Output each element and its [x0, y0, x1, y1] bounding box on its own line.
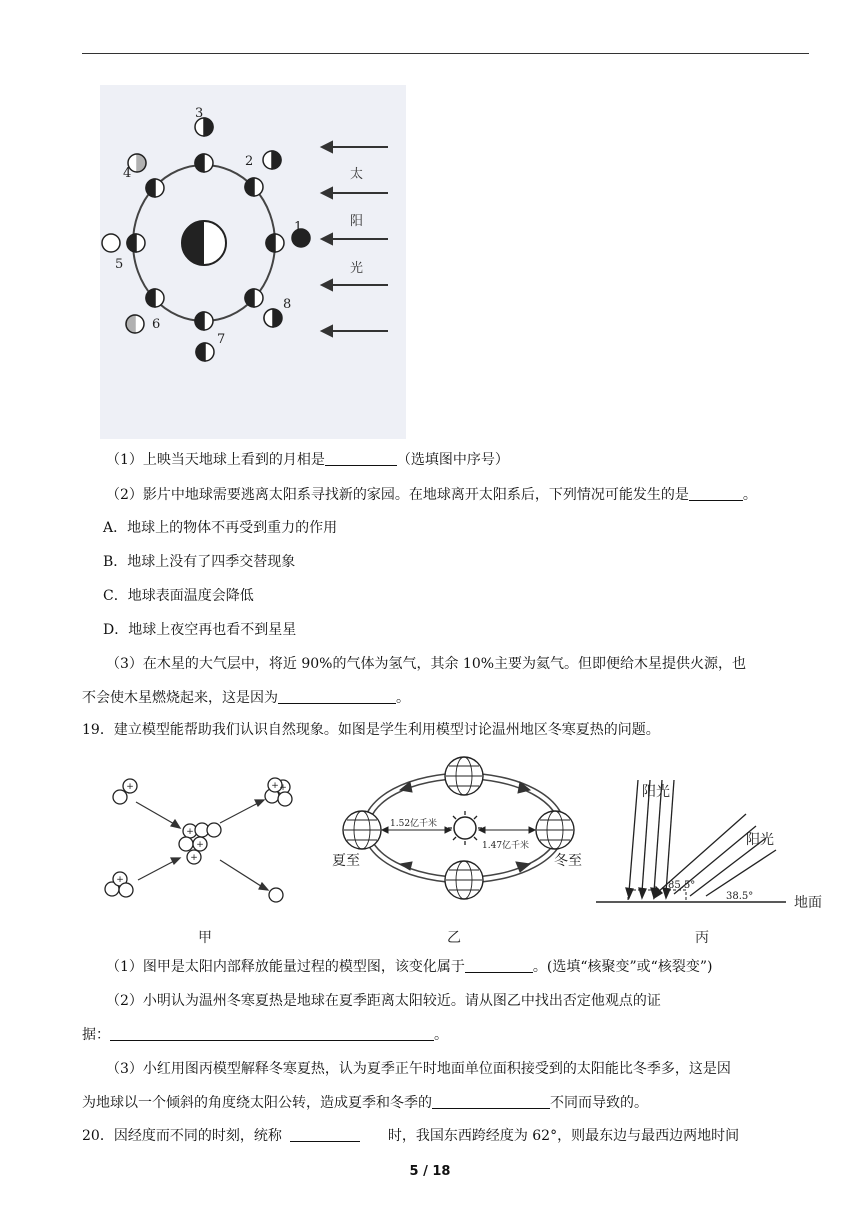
option-b: B．地球上没有了四季交替现象 — [103, 554, 296, 570]
answer-blank — [278, 688, 396, 704]
phase-number-7: 7 — [217, 332, 226, 347]
phase-number-8: 8 — [283, 297, 292, 312]
punct: 。 — [742, 487, 757, 503]
ground-label: 地面 — [794, 895, 822, 911]
winter-solstice-label: 冬至 — [554, 853, 582, 869]
answer-blank — [110, 1025, 434, 1041]
moon-on-orbit — [266, 234, 284, 252]
answer-blank — [465, 957, 533, 973]
q18-sub2 — [106, 485, 757, 505]
svg-text:+: + — [196, 840, 204, 850]
answer-blank — [290, 1126, 360, 1142]
q19-sub3-line2 — [82, 1093, 648, 1113]
sunlight-char-1: 太 — [350, 167, 364, 182]
header-rule — [82, 53, 809, 54]
figure-label-jia: 甲 — [198, 930, 212, 946]
phase-number-3: 3 — [195, 106, 204, 121]
angle-label-winter: 38.5° — [726, 891, 754, 902]
option-d: D．地球上夜空再也看不到星星 — [103, 622, 297, 638]
svg-text:+: + — [116, 875, 124, 885]
q19-sub1-hint: 。(选填“核聚变”或“核裂变”) — [532, 959, 713, 975]
sun-icon — [448, 811, 482, 845]
q19-sub3-end: 不同而导致的。 — [550, 1095, 648, 1111]
moon-phase-figure — [100, 85, 406, 439]
q18-sub3-text: 不会使木星燃烧起来，这是因为 — [82, 690, 278, 706]
angle-label-summer: 85.5° — [668, 880, 696, 891]
q19-sub3-line1: （3）小红用图丙模型解释冬寒夏热，认为夏季正午时地面单位面积接受到的太阳能比冬季多，这是因 — [106, 1061, 731, 1077]
sunlight-char-3: 光 — [350, 261, 364, 276]
figure-label-bing: 丙 — [695, 930, 709, 946]
orbit-model-figure — [330, 752, 590, 948]
punct: 。 — [396, 690, 410, 706]
answer-blank — [325, 450, 397, 466]
q20 — [82, 1126, 739, 1146]
page-number: 5 / 18 — [409, 1164, 451, 1179]
fusion-model-figure — [100, 768, 310, 948]
q19-sub2-line1: （2）小明认为温州冬寒夏热是地球在夏季距离太阳较近。请从图乙中找出否定他观点的证 — [106, 993, 661, 1009]
q20-text: 20．因经度而不同的时刻，统称 — [82, 1128, 282, 1144]
q18-sub3-line1: （3）在木星的大气层中，将近 90%的气体为氢气，其余 10%主要为氦气。但即便给木星提供火源，也 — [106, 656, 747, 672]
svg-text:+: + — [186, 827, 194, 837]
summer-solstice-label: 夏至 — [332, 853, 360, 869]
q19-sub2-text: 据： — [82, 1027, 110, 1043]
svg-text:+: + — [190, 853, 198, 863]
sunlight-label-2: 阳光 — [746, 832, 774, 848]
q18-sub2-text: （2）影片中地球需要逃离太阳系寻找新的家园。在地球离开太阳系后，下列情况可能发生的是 — [106, 487, 689, 503]
q19-sub1 — [106, 957, 712, 977]
svg-text:+: + — [279, 783, 287, 793]
option-c: C．地球表面温度会降低 — [103, 588, 254, 604]
sunlight-char-2: 阳 — [350, 214, 364, 229]
svg-text:+: + — [126, 782, 134, 792]
q19-sub2-line2 — [82, 1025, 448, 1045]
distance-summer-label: 1.52亿千米 — [390, 819, 438, 829]
phase-number-5: 5 — [115, 257, 124, 272]
q18-sub1-text: （1）上映当天地球上看到的月相是 — [106, 452, 325, 468]
q19-sub1-text: （1）图甲是太阳内部释放能量过程的模型图，该变化属于 — [106, 959, 465, 975]
phase-number-2: 2 — [245, 154, 254, 169]
phase-number-1: 1 — [294, 220, 303, 235]
q18-sub3-line2 — [82, 688, 410, 708]
q20-text-end: 时，我国东西跨经度为 62°，则最东边与最西边两地时间 — [387, 1128, 740, 1144]
answer-blank — [432, 1093, 550, 1109]
distance-winter-label: 1.47亿千米 — [482, 841, 530, 851]
svg-text:+: + — [271, 781, 279, 791]
q18-sub1-hint: （选填图中序号） — [396, 452, 509, 468]
q19-sub3-text: 为地球以一个倾斜的角度绕太阳公转，造成夏季和冬季的 — [82, 1095, 432, 1111]
sun-angle-figure — [596, 768, 836, 948]
q19-intro: 19．建立模型能帮助我们认识自然现象。如图是学生利用模型讨论温州地区冬寒夏热的问题。 — [82, 722, 660, 738]
option-a: A．地球上的物体不再受到重力的作用 — [103, 520, 338, 536]
sunlight-label-1: 阳光 — [642, 784, 670, 800]
figure-label-yi: 乙 — [447, 930, 461, 946]
q18-sub1 — [106, 450, 509, 470]
answer-blank — [689, 485, 743, 501]
punct: 。 — [434, 1027, 448, 1043]
phase-number-6: 6 — [152, 317, 161, 332]
phase-number-4: 4 — [123, 166, 132, 181]
